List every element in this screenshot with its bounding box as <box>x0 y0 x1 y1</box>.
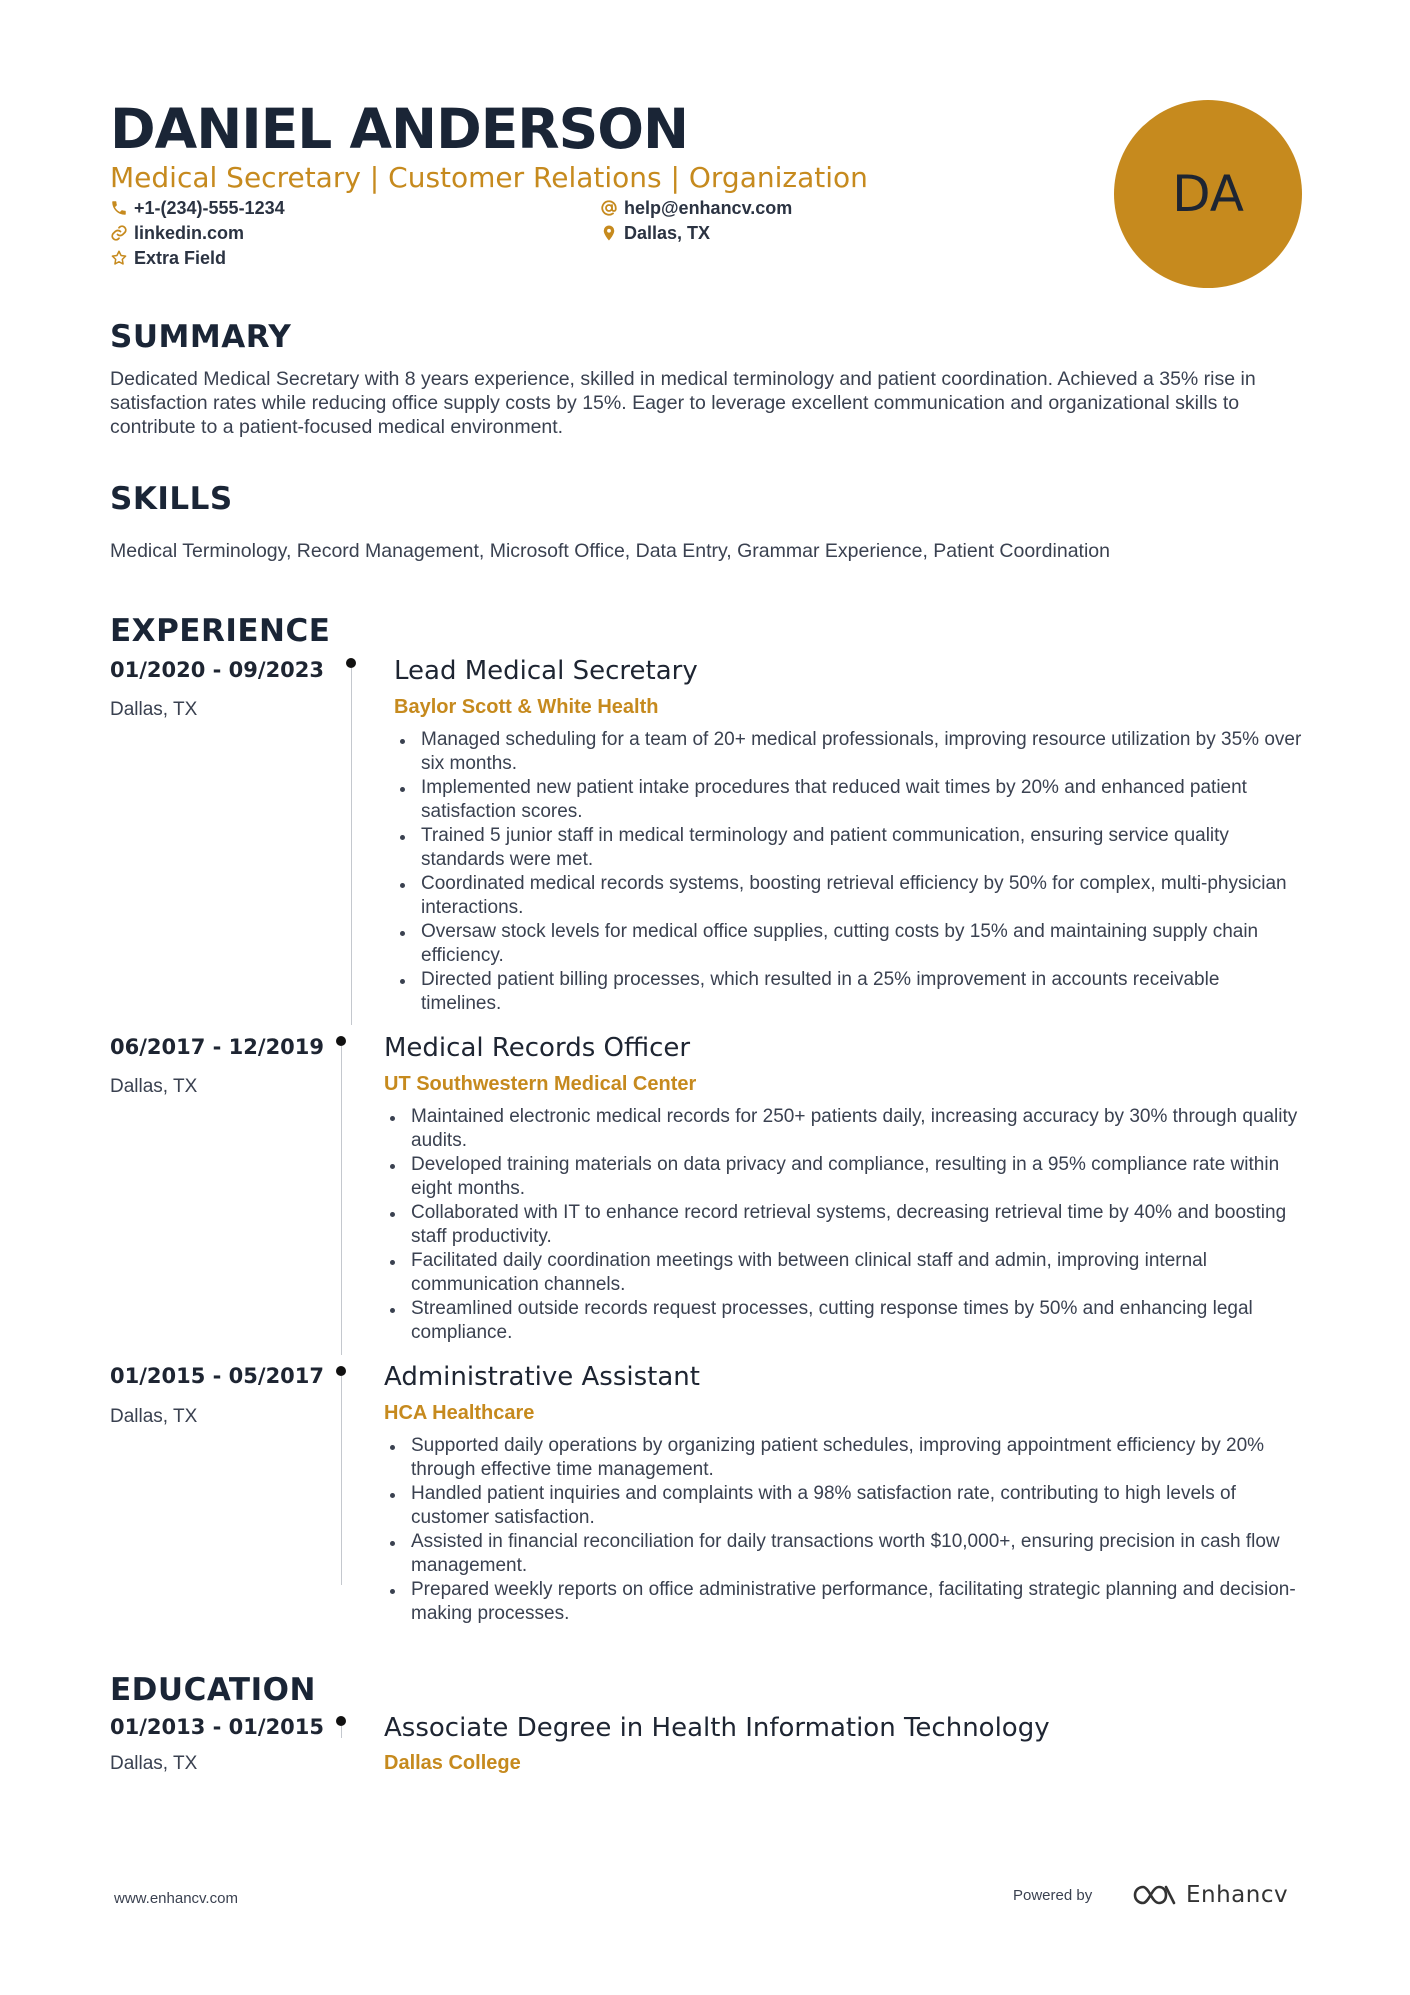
timeline-line <box>341 1726 342 1738</box>
job-bullets <box>384 1434 1304 1626</box>
bullet-item: Assisted in financial reconciliation for daily transactions worth $10,000+, ensuring precision in cash flow management. <box>384 1530 1304 1578</box>
bullet-item: Prepared weekly reports on office administrative performance, facilitating strategic planning and decision-making processes. <box>384 1578 1304 1626</box>
bullet-item: Oversaw stock levels for medical office supplies, cutting costs by 15% and maintaining supply chain efficiency. <box>394 920 1304 968</box>
bullet-item: Supported daily operations by organizing patient schedules, improving appointment efficiency by 20% through effective time management. <box>384 1434 1304 1482</box>
education-title: EDUCATION <box>110 1672 316 1708</box>
job-dates: 01/2015 - 05/2017 <box>110 1364 325 1388</box>
experience-title: EXPERIENCE <box>110 613 331 649</box>
job-bullets <box>394 728 1304 1016</box>
bullet-item: Trained 5 junior staff in medical terminology and patient communication, ensuring service quality standards were met. <box>394 824 1304 872</box>
summary-title: SUMMARY <box>110 319 292 355</box>
job-location: Dallas, TX <box>110 699 198 720</box>
timeline-line <box>341 1376 342 1585</box>
timeline-dot <box>336 1716 346 1726</box>
timeline-line <box>351 668 352 1025</box>
job-role: Medical Records Officer <box>384 1033 691 1063</box>
bullet-item: Facilitated daily coordination meetings with between clinical staff and admin, improving internal communication channels. <box>384 1249 1304 1297</box>
job-bullets <box>384 1105 1304 1345</box>
job-dates: 01/2020 - 09/2023 <box>110 658 325 682</box>
education-location: Dallas, TX <box>110 1753 198 1774</box>
timeline-dot <box>346 658 356 668</box>
candidate-name: DANIEL ANDERSON <box>110 97 689 161</box>
job-company: HCA Healthcare <box>384 1402 535 1424</box>
education-school: Dallas College <box>384 1752 521 1774</box>
job-dates: 06/2017 - 12/2019 <box>110 1035 325 1059</box>
bullet-item: Directed patient billing processes, which resulted in a 25% improvement in accounts receivable timelines. <box>394 968 1304 1016</box>
job-company: UT Southwestern Medical Center <box>384 1073 697 1095</box>
phone-icon <box>110 199 128 217</box>
bullet-item: Coordinated medical records systems, boosting retrieval efficiency by 50% for complex, multi-physician interactions. <box>394 872 1304 920</box>
bullet-item: Implemented new patient intake procedures that reduced wait times by 20% and enhanced patient satisfaction scores. <box>394 776 1304 824</box>
footer-website[interactable]: www.enhancv.com <box>114 1890 238 1907</box>
link-icon <box>110 224 128 242</box>
contact-location <box>600 221 710 245</box>
footer-brand-name: Enhancv <box>1186 1882 1289 1908</box>
bullet-item: Developed training materials on data privacy and compliance, resulting in a 95% compliance rate within eight months. <box>384 1153 1304 1201</box>
contact-email[interactable] <box>600 196 792 220</box>
timeline-dot <box>336 1366 346 1376</box>
avatar <box>1114 100 1302 288</box>
bullet-item: Handled patient inquiries and complaints with a 98% satisfaction rate, contributing to high levels of customer satisfaction. <box>384 1482 1304 1530</box>
avatar-initials: DA <box>1172 165 1244 223</box>
education-dates: 01/2013 - 01/2015 <box>110 1715 325 1739</box>
contact-extra <box>110 246 226 270</box>
bullet-item: Maintained electronic medical records for 250+ patients daily, increasing accuracy by 30% through quality audits. <box>384 1105 1304 1153</box>
phone-text: +1-(234)-555-1234 <box>134 198 285 218</box>
timeline-dot <box>336 1036 346 1046</box>
bullet-item: Streamlined outside records request processes, cutting response times by 50% and enhancing legal compliance. <box>384 1297 1304 1345</box>
education-degree: Associate Degree in Health Information Technology <box>384 1713 1050 1743</box>
at-icon <box>600 199 618 217</box>
skills-title: SKILLS <box>110 481 233 517</box>
job-role: Lead Medical Secretary <box>394 656 698 686</box>
job-location: Dallas, TX <box>110 1406 198 1427</box>
footer-powered-by: Powered by <box>1013 1887 1093 1904</box>
timeline-line <box>341 1046 342 1355</box>
enhancv-logo-icon <box>1132 1882 1178 1908</box>
bullet-item: Managed scheduling for a team of 20+ medical professionals, improving resource utilization by 35% over six months. <box>394 728 1304 776</box>
footer-brand[interactable] <box>1132 1878 1288 1912</box>
linkedin-text: linkedin.com <box>134 223 245 243</box>
job-company: Baylor Scott & White Health <box>394 696 659 718</box>
extra-field-text: Extra Field <box>134 248 227 268</box>
skills-text: Medical Terminology, Record Management, Microsoft Office, Data Entry, Grammar Experience, Patient Coordination <box>110 540 1110 562</box>
location-pin-icon <box>600 224 618 242</box>
location-text: Dallas, TX <box>624 223 711 243</box>
job-role: Administrative Assistant <box>384 1362 700 1392</box>
contact-linkedin[interactable] <box>110 221 244 245</box>
candidate-tagline: Medical Secretary | Customer Relations | Organization <box>110 161 868 194</box>
star-icon <box>110 249 128 267</box>
email-text: help@enhancv.com <box>624 198 793 218</box>
summary-text: Dedicated Medical Secretary with 8 years experience, skilled in medical terminology and patient coordination. Achieved a 35% rise in satisfaction rates while reducing office supply costs by 15%. Eager to leverage excellent communication and organizational skills to contribute to a patient-focused medical environment. <box>110 368 1256 438</box>
bullet-item: Collaborated with IT to enhance record retrieval systems, decreasing retrieval time by 40% and boosting staff productivity. <box>384 1201 1304 1249</box>
job-location: Dallas, TX <box>110 1076 198 1097</box>
contact-phone <box>110 196 285 220</box>
